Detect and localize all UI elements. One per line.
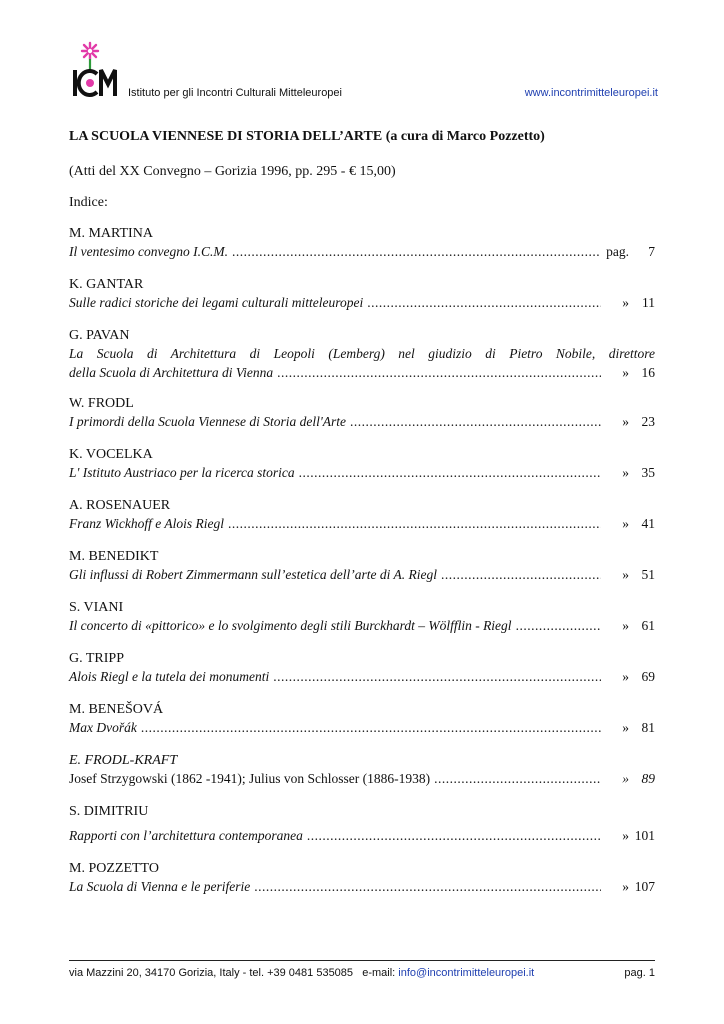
toc-entry	[69, 328, 655, 382]
toc-line	[69, 877, 655, 896]
toc-page-marker: »	[622, 618, 629, 633]
toc-entry	[69, 753, 655, 788]
toc-line	[69, 514, 655, 533]
toc-line	[69, 565, 655, 584]
toc-page-marker: »	[622, 365, 629, 380]
index-heading: Indice:	[69, 195, 108, 210]
toc-page-number: 61	[641, 618, 655, 633]
toc-author: M. BENEŠOVÁ	[69, 702, 164, 717]
toc-title: Il ventesimo convegno I.C.M.	[69, 244, 228, 259]
toc-title: Max Dvořák	[69, 720, 137, 735]
toc-line	[69, 463, 655, 482]
toc-title: Josef Strzygowski (1862 -1941); Julius von Schlosser (1886-1938)	[69, 771, 431, 786]
toc-entry	[69, 702, 655, 737]
toc-page-marker: »	[622, 465, 629, 480]
toc-page-marker: »	[622, 720, 629, 735]
toc-page-marker: pag.	[606, 244, 629, 259]
toc-author: W. FRODL	[69, 396, 134, 411]
toc-title-line-2: della Scuola di Architettura di Vienna	[69, 365, 274, 380]
toc-line	[69, 667, 655, 686]
toc-title: Gli influssi di Robert Zimmermann sull’estetica dell’arte di A. Riegl	[69, 567, 437, 582]
toc-line	[69, 293, 655, 312]
toc-page-marker: »	[622, 879, 629, 894]
toc-page-marker: »	[622, 414, 629, 429]
toc-line	[69, 718, 655, 737]
dot-leader	[299, 463, 601, 482]
page-footer	[69, 960, 655, 979]
toc-entry	[69, 226, 655, 261]
toc-page-number: 16	[641, 365, 655, 380]
toc-author: K. VOCELKA	[69, 447, 153, 462]
toc-entry	[69, 498, 655, 533]
footer-page-number: pag. 1	[624, 967, 655, 979]
toc-entry	[69, 277, 655, 312]
toc-page-marker: »	[622, 828, 629, 843]
dot-leader	[516, 616, 601, 635]
toc-author: S. DIMITRIU	[69, 804, 149, 819]
toc-title: L' Istituto Austriaco per la ricerca storica	[69, 465, 295, 480]
toc-page-number: 101	[634, 828, 655, 843]
toc-title: I primordi della Scuola Viennese di Storia dell'Arte	[69, 414, 346, 429]
toc-author: G. PAVAN	[69, 328, 130, 343]
dot-leader	[434, 769, 601, 788]
toc-author: K. GANTAR	[69, 277, 144, 292]
dot-leader	[441, 565, 601, 584]
toc-title: La Scuola di Vienna e le periferie	[69, 879, 251, 894]
toc-author: A. ROSENAUER	[69, 498, 171, 513]
toc-entry	[69, 447, 655, 482]
page-header	[66, 40, 658, 104]
dot-leader	[367, 293, 601, 312]
book-subtitle: (Atti del XX Convegno – Gorizia 1996, pp. 295 - € 15,00)	[69, 164, 396, 179]
toc-page-number: 107	[634, 879, 655, 894]
website-link[interactable]: www.incontrimitteleuropei.it	[524, 87, 658, 99]
toc-line	[69, 826, 655, 845]
toc-page-number: 23	[641, 414, 655, 429]
toc-page-number: 7	[648, 244, 655, 259]
dot-leader	[273, 667, 601, 686]
toc-entry	[69, 549, 655, 584]
toc-author: E. FRODL-KRAFT	[69, 753, 178, 768]
toc-line	[69, 344, 655, 363]
dot-leader	[350, 412, 601, 431]
footer-email-link[interactable]: info@incontrimitteleuropei.it	[398, 967, 535, 979]
toc-author: M. MARTINA	[69, 226, 153, 241]
dot-leader	[277, 363, 601, 382]
toc-author: M. POZZETTO	[69, 861, 159, 876]
toc-line	[69, 412, 655, 431]
dot-leader	[141, 718, 601, 737]
footer-address: via Mazzini 20, 34170 Gorizia, Italy - tel. +39 0481 535085	[69, 967, 354, 979]
toc-author: S. VIANI	[69, 600, 124, 615]
toc-author: M. BENEDIKT	[69, 549, 159, 564]
toc-entry	[69, 861, 655, 896]
toc-page-number: 35	[641, 465, 655, 480]
toc-page-marker: »	[622, 516, 629, 531]
footer-contact	[69, 967, 534, 979]
book-title: LA SCUOLA VIENNESE DI STORIA DELL’ARTE (a cura di Marco Pozzetto)	[69, 129, 545, 144]
dot-leader	[232, 242, 601, 261]
table-of-contents	[69, 226, 655, 912]
dot-leader	[254, 877, 601, 896]
toc-page-marker: »	[622, 771, 629, 786]
toc-page-number: 51	[641, 567, 655, 582]
dot-leader	[228, 514, 601, 533]
toc-page-marker: »	[622, 669, 629, 684]
toc-entry	[69, 396, 655, 431]
footer-email-label: e-mail:	[362, 967, 396, 979]
toc-page-number: 89	[641, 771, 655, 786]
toc-entry	[69, 600, 655, 635]
toc-line	[69, 769, 655, 788]
icm-logo	[66, 40, 126, 104]
toc-page-number: 69	[641, 669, 655, 684]
toc-title: Il concerto di «pittorico» e lo svolgimento degli stili Burckhardt – Wölfflin - Riegl	[69, 618, 512, 633]
dot-leader	[307, 826, 601, 845]
toc-page-number: 11	[642, 295, 655, 310]
toc-line	[69, 363, 655, 382]
toc-page-number: 41	[641, 516, 655, 531]
institute-name: Istituto per gli Incontri Culturali Mitteleuropei	[128, 87, 342, 99]
toc-entry	[69, 804, 655, 845]
toc-title: Sulle radici storiche dei legami culturali mitteleuropei	[69, 295, 364, 310]
toc-title: Rapporti con l’architettura contemporanea	[69, 828, 303, 843]
toc-page-marker: »	[622, 567, 629, 582]
toc-title-line-1: La Scuola di Architettura di Leopoli (Lemberg) nel giudizio di Pietro Nobile, direttore	[69, 346, 655, 361]
toc-title: Franz Wickhoff e Alois Riegl	[69, 516, 224, 531]
toc-author: G. TRIPP	[69, 651, 124, 666]
toc-page-number: 81	[641, 720, 655, 735]
toc-entry	[69, 651, 655, 686]
toc-page-marker: »	[622, 295, 629, 310]
toc-title: Alois Riegl e la tutela dei monumenti	[69, 669, 270, 684]
toc-line	[69, 242, 655, 261]
toc-line	[69, 616, 655, 635]
